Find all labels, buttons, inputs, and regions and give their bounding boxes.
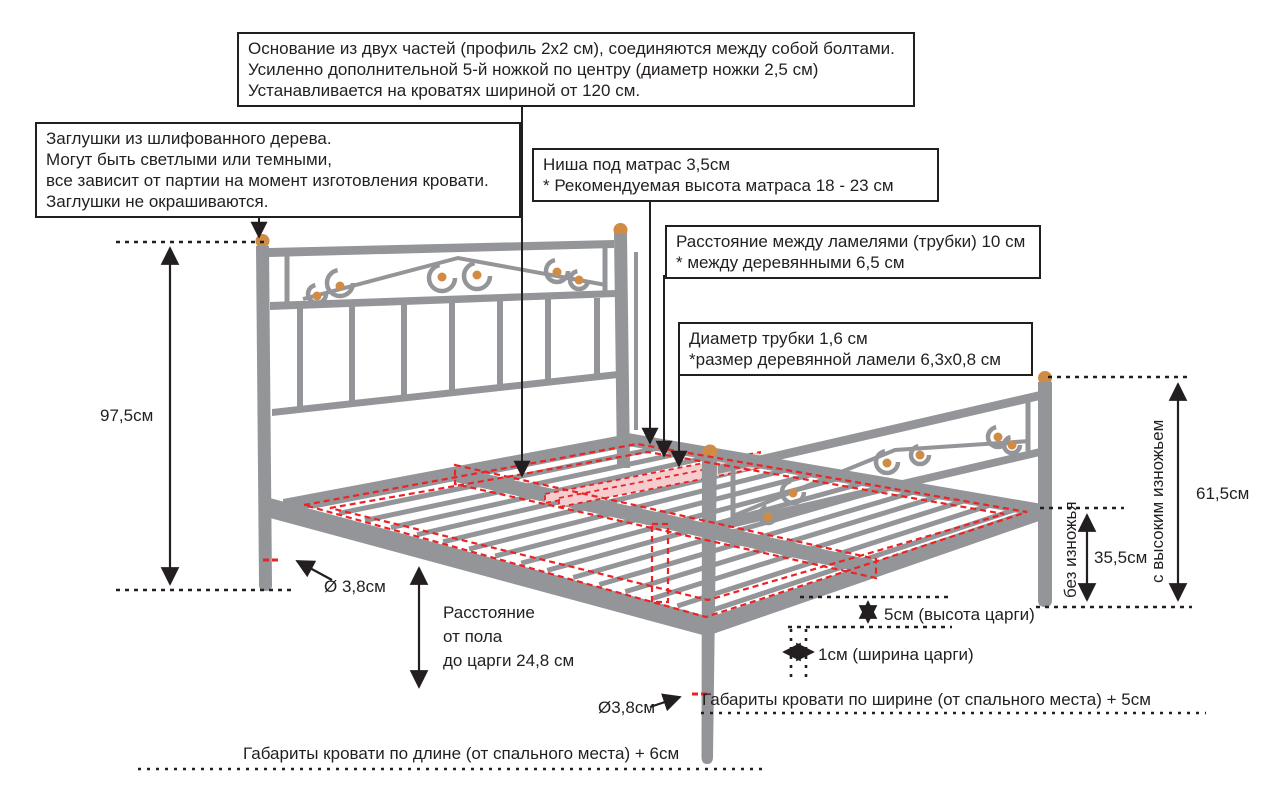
high-footboard-note: с высоким изножьем (1148, 419, 1167, 583)
note-line: Заглушки из шлифованного дерева. (46, 129, 332, 148)
front-leg (702, 456, 718, 764)
headboard-height-label: 97,5см (100, 406, 154, 425)
note-line: все зависит от партии на момент изготовления кровати. (46, 171, 489, 190)
note-line: Диаметр трубки 1,6 см (689, 329, 868, 348)
low-footboard-note: без изножья (1061, 501, 1080, 598)
note-line: Устанавливается на кроватях шириной от 120 см. (248, 81, 641, 100)
note-line: Расстояние между ламелями (трубки) 10 см (676, 232, 1026, 251)
note-line: Могут быть светлыми или темными, (46, 150, 332, 169)
note-line: Заглушки не окрашиваются. (46, 192, 269, 211)
high-footboard-value: 61,5см (1196, 484, 1250, 503)
dimension-rail-section (784, 597, 1035, 682)
rail-width-label: 1см (ширина царги) (818, 645, 974, 664)
note-box-lamellas (665, 225, 1041, 279)
footboard-right-post (1038, 382, 1052, 607)
front-leg-diameter-label: Ø3,8см (598, 698, 656, 717)
dimension-left-leg-diameter (297, 561, 386, 596)
note-line: Усиленно дополнительной 5-й ножкой по центру (диаметр ножки 2,5 см) (248, 60, 819, 79)
note-box-caps (35, 122, 521, 218)
overall-length-label: Габариты кровати по длине (от спального места) + 6см (243, 744, 680, 763)
note-line: Ниша под матрас 3,5см (543, 155, 731, 174)
note-line: * между деревянными 6,5 см (676, 253, 905, 272)
headboard-left-post (256, 246, 272, 591)
dimension-overall-width (701, 690, 1206, 713)
floor-to-rail-line1: Расстояние (443, 603, 535, 622)
floor-to-rail-line2: от пола (443, 627, 503, 646)
floor-to-rail-line3: до царги 24,8 см (443, 651, 575, 670)
overall-width-label: Габариты кровати по ширине (от спального места) + 5см (702, 690, 1151, 709)
note-line: *размер деревянной ламели 6,3х0,8 см (689, 350, 1001, 369)
note-line: Основание из двух частей (профиль 2х2 см), соединяются между собой болтами. (248, 39, 895, 58)
dimension-footboard-heights (1036, 377, 1249, 607)
note-line: * Рекомендуемая высота матраса 18 - 23 см (543, 176, 894, 195)
low-footboard-value: 35,5см (1094, 548, 1148, 567)
bed-frame (256, 223, 1053, 764)
note-box-niche (532, 148, 939, 202)
dimension-overall-length (138, 744, 762, 769)
dimension-front-leg-diameter (598, 697, 680, 717)
left-leg-diameter-label: Ø 3,8см (324, 577, 386, 596)
headboard-right-post (614, 233, 630, 468)
rail-height-label: 5см (высота царги) (884, 605, 1035, 624)
note-box-tube (678, 322, 1033, 376)
note-box-base (237, 32, 915, 107)
